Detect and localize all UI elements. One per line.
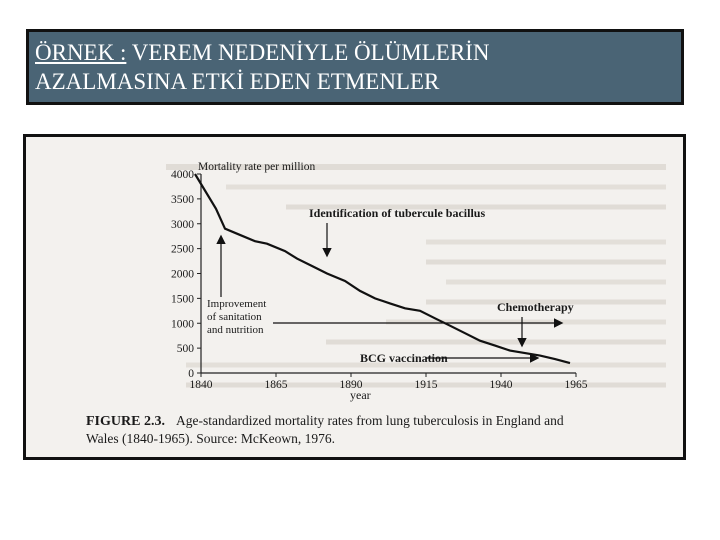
slide-title-prefix: ÖRNEK : [35, 40, 127, 65]
annotation-chemotherapy-label: Chemotherapy [497, 300, 574, 314]
x-axis-label: year [350, 388, 371, 402]
figure-caption-line2: Wales (1840-1965). Source: McKeown, 1976. [86, 431, 335, 446]
slide-title-line2: AZALMASINA ETKİ EDEN ETMENLER [35, 69, 440, 94]
slide-title [35, 38, 675, 96]
annotation-bacillus-label: Identification of tubercule bacillus [309, 206, 486, 220]
x-tick-label-1965: 1965 [564, 379, 588, 391]
slide-title-line1: VEREM NEDENİYLE ÖLÜMLERİN [126, 40, 490, 65]
figure-caption-line1: Age-standardized mortality rates from lung tuberculosis in England and [176, 413, 564, 428]
y-tick-label-1500: 1500 [171, 293, 194, 306]
y-tick-label-3000: 3000 [171, 218, 194, 231]
annotation-nutrition-label: and nutrition [207, 324, 264, 336]
mortality-chart [26, 137, 683, 457]
x-tick-label-1915: 1915 [414, 379, 438, 391]
y-tick-label-2500: 2500 [171, 243, 194, 256]
y-tick-label-4000: 4000 [171, 169, 194, 181]
figure-frame [23, 134, 686, 460]
figure-caption-label: FIGURE 2.3. [86, 414, 165, 429]
x-tick-label-1840: 1840 [189, 379, 213, 391]
y-tick-label-500: 500 [176, 343, 194, 356]
annotation-sanitation-label: of sanitation [207, 311, 262, 323]
y-axis-label: Mortality rate per million [198, 161, 316, 173]
slide-title-bar [26, 29, 684, 105]
x-tick-label-1940: 1940 [489, 379, 513, 391]
x-tick-label-1865: 1865 [264, 379, 288, 391]
y-tick-label-2000: 2000 [171, 268, 194, 281]
y-tick-label-0: 0 [188, 368, 194, 380]
y-tick-label-1000: 1000 [171, 318, 194, 331]
annotation-bcg-label: BCG vaccination [360, 351, 448, 365]
annotation-improvement-label: Improvement [207, 298, 267, 310]
y-tick-label-3500: 3500 [171, 193, 194, 206]
x-tick-label-1890: 1890 [339, 379, 363, 391]
